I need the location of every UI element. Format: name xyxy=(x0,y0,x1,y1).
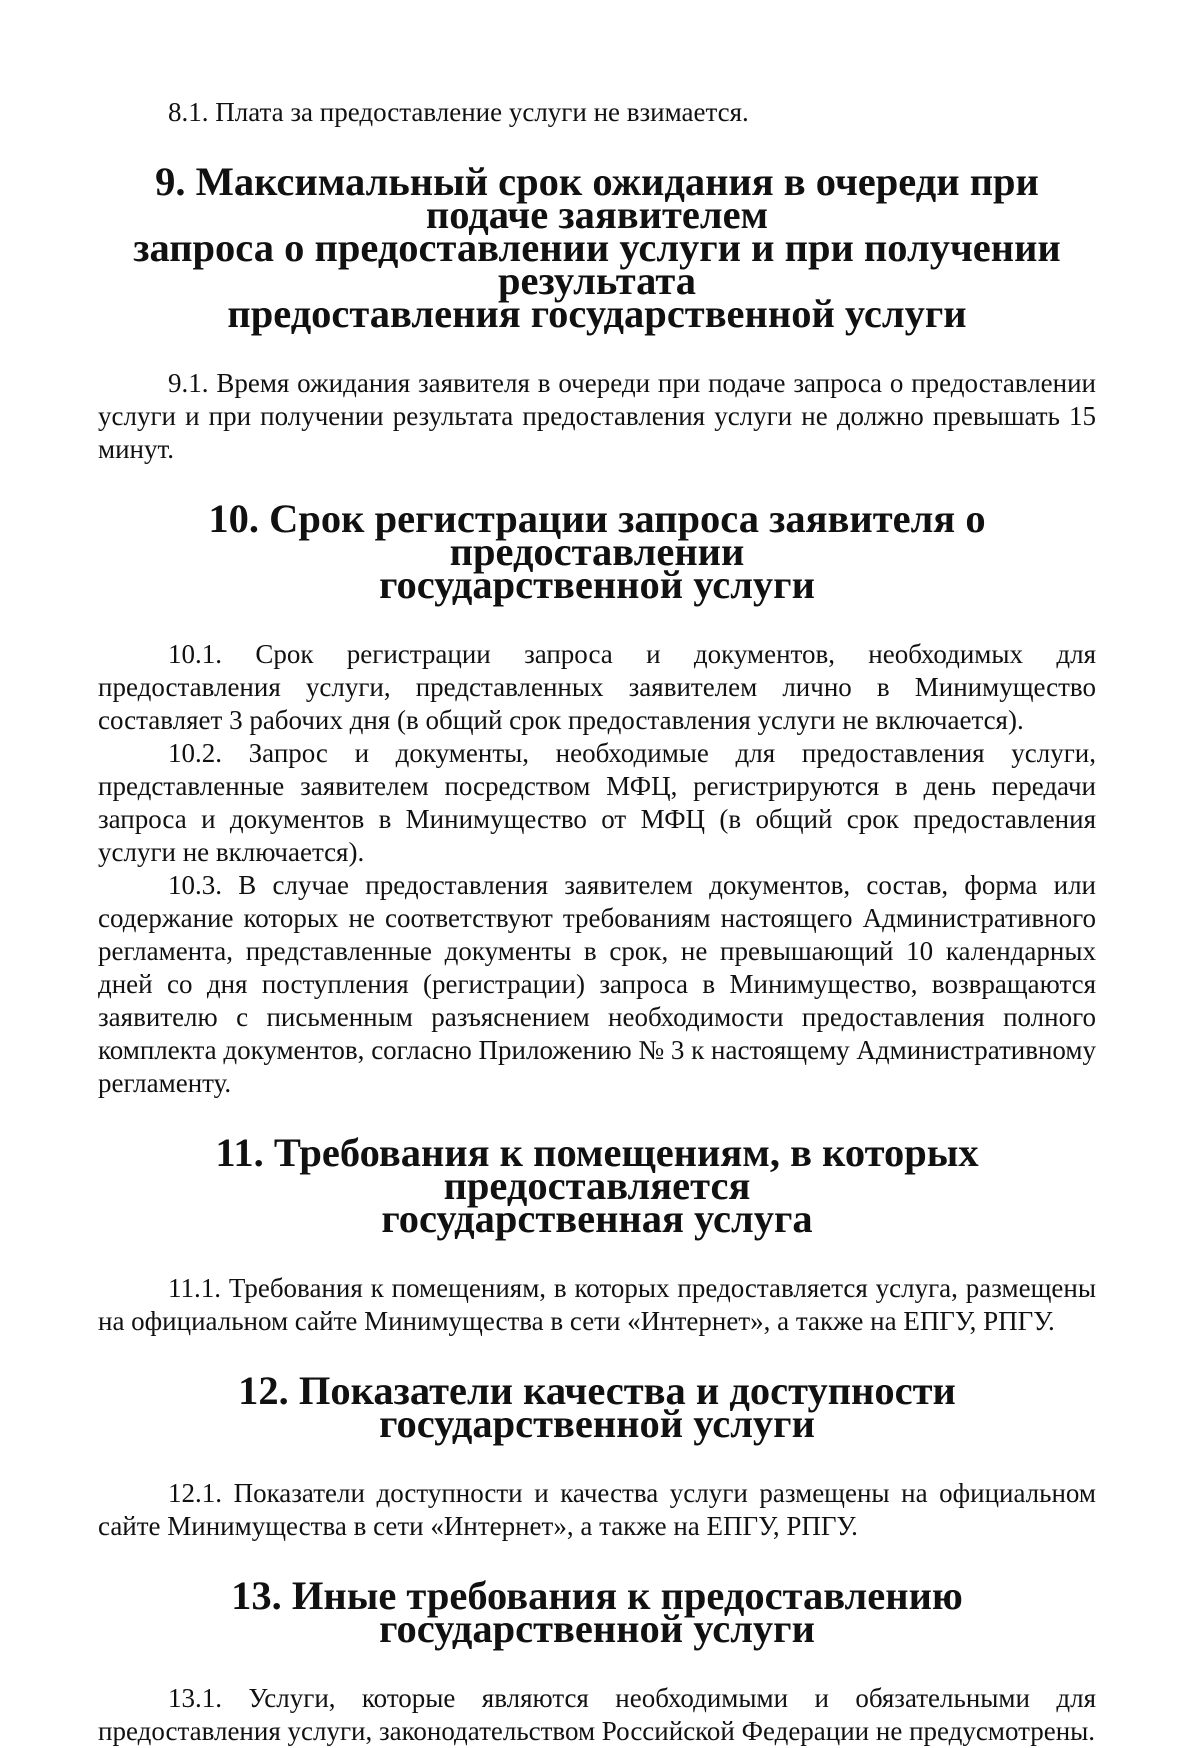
heading-line: предоставления государственной услуги xyxy=(227,291,967,336)
heading-section-11 xyxy=(98,1130,1096,1241)
paragraph-10-2: 10.2. Запрос и документы, необходимые для предоставления услуги, представленные заявителем посредством МФЦ, регистрируются в день передачи запроса и документов в Минимущество от МФЦ (в общий срок предоставления услуги не включается). xyxy=(98,738,1096,867)
heading-line: 11. Требования к помещениям, в которых предоставляется xyxy=(215,1130,979,1208)
heading-line: 13. Иные требования к предоставлению государственной услуги xyxy=(231,1573,963,1651)
paragraph-9-1: 9.1. Время ожидания заявителя в очереди при подаче запроса о предоставлении услуги и при получении результата предоставления услуги не должно превышать 15 минут. xyxy=(98,368,1096,464)
paragraph-10-3: 10.3. В случае предоставления заявителем документов, состав, форма или содержание которых не соответствуют требованиям настоящего Административного регламента, представленные документы в срок, не превышающий 10 календарных дней со дня поступления (регистрации) запроса в Минимущество, возвращаются заявителю с письменным разъяснением необходимости предоставления полного комплекта документов, согласно Приложению № 3 к настоящему Административному регламенту. xyxy=(98,870,1096,1098)
paragraph-8-1: 8.1. Плата за предоставление услуги не взимается. xyxy=(168,97,749,127)
heading-line: 10. Срок регистрации запроса заявителя о предоставлении xyxy=(208,496,986,574)
heading-line: 12. Показатели качества и доступности государственной услуги xyxy=(238,1368,956,1446)
heading-section-12 xyxy=(98,1368,1096,1446)
heading-section-10 xyxy=(98,496,1096,607)
heading-line: государственной услуги xyxy=(379,562,815,607)
heading-line: государственная услуга xyxy=(381,1196,813,1241)
heading-line: 9. Максимальный срок ожидания в очереди при подаче заявителем xyxy=(155,159,1039,237)
paragraph-13-1: 13.1. Услуги, которые являются необходимыми и обязательными для предоставления услуги, законодательством Российской Федерации не предусмотрены. xyxy=(98,1683,1096,1746)
paragraph-12-1: 12.1. Показатели доступности и качества услуги размещены на официальном сайте Минимущества в сети «Интернет», а также на ЕПГУ, РПГУ. xyxy=(98,1478,1096,1541)
heading-section-9 xyxy=(98,159,1096,336)
heading-line: запроса о предоставлении услуги и при получении результата xyxy=(133,225,1061,303)
heading-section-13 xyxy=(98,1573,1096,1651)
paragraph-11-1: 11.1. Требования к помещениям, в которых предоставляется услуга, размещены на официальном сайте Минимущества в сети «Интернет», а также на ЕПГУ, РПГУ. xyxy=(98,1273,1096,1336)
paragraph-10-1: 10.1. Срок регистрации запроса и документов, необходимых для предоставления услуги, представленных заявителем лично в Минимущество составляет 3 рабочих дня (в общий срок предоставления услуги не включается). xyxy=(98,639,1096,735)
